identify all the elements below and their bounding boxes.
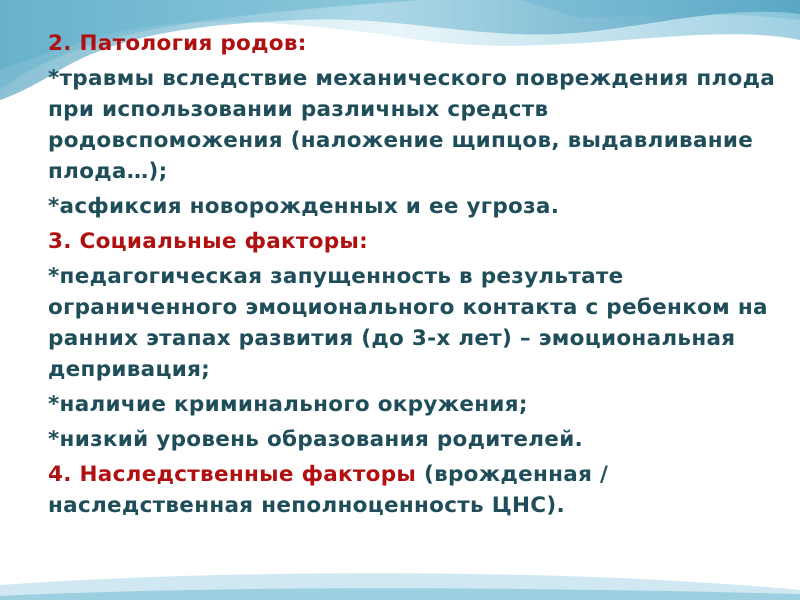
heading-pathology: 2. Патология родов: (48, 31, 307, 56)
item-criminal: *наличие криминального окружения; (48, 392, 528, 417)
heading-hereditary-paragraph (48, 459, 778, 521)
item-education: *низкий уровень образования родителей. (48, 427, 584, 452)
hereditary-detail: (врожденная /наследственная неполноценность ЦНС). (48, 462, 609, 518)
item-asphyxia: *асфиксия новорожденных и ее угроза. (48, 194, 560, 219)
slide-content (48, 28, 778, 525)
heading-social: 3. Социальные факторы: (48, 229, 369, 254)
item-trauma: *травмы вследствие механического повреждения плода при использовании различных средств родовспоможения (наложение щипцов, выдавливание плода…); (48, 66, 776, 184)
item-neglect: *педагогическая запущенность в результате ограниченного эмоционального контакта с ребенком на ранних этапах развития (до 3-х лет) – эмоциональная депривация; (48, 264, 768, 382)
heading-hereditary: 4. Наследственные факторы (48, 462, 417, 487)
